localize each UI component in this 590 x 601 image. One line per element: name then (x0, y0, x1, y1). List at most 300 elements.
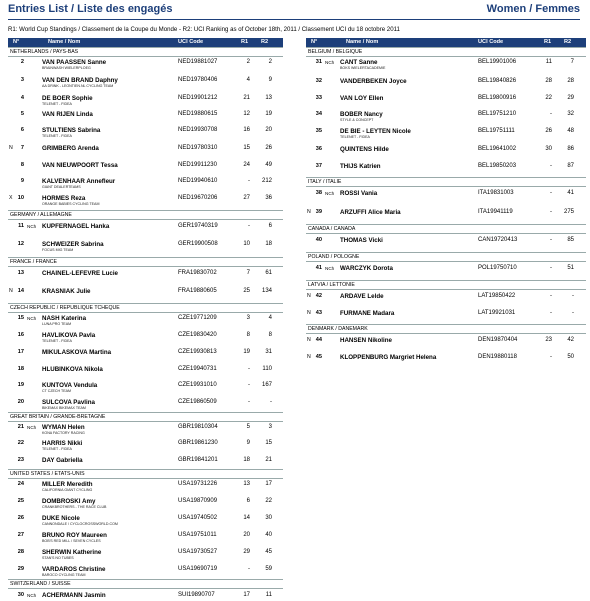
rider-name: VARDAROS Christine (42, 566, 106, 573)
rider-team: BIKEMAX BIKEMAX TEAM (42, 406, 86, 410)
entry-number: 3 (20, 77, 24, 83)
entry-category: NCh (325, 266, 335, 271)
rider-name: VAN LOY Ellen (340, 95, 384, 102)
rider-team: CANNONDALE / CYCLOCROSSWORLD.COM (42, 522, 118, 526)
rank-r2: 36 (265, 195, 272, 201)
entry-number: 40 (315, 237, 322, 243)
country-group: DENMARK / DANEMARK (306, 324, 586, 334)
entry-row (306, 206, 586, 224)
rider-name: CHAINEL-LEFEVRE Lucie (42, 270, 118, 277)
rank-r2: 21 (265, 457, 272, 463)
entry-number: 4 (20, 95, 24, 101)
rank-r2: 212 (261, 178, 272, 184)
uci-code: LAT19921031 (478, 310, 516, 316)
entry-number: 2 (20, 59, 24, 65)
entry-number: 6 (20, 127, 24, 133)
country-group: GREAT BRITAIN / GRANDE-BRETAGNE (8, 412, 283, 422)
entry-row (8, 313, 283, 330)
rank-r1: - (550, 354, 552, 360)
rank-r1: - (248, 178, 250, 184)
entry-row (306, 187, 586, 206)
rider-team: CALIFORNIA GIANT CYCLING (42, 488, 93, 492)
uci-code: BEL19751210 (478, 111, 517, 117)
entry-number: 9 (20, 178, 24, 184)
header-no: N° (311, 39, 318, 45)
rank-r2: 9 (268, 77, 272, 83)
rank-r1: - (550, 310, 552, 316)
rank-r2: 22 (265, 498, 272, 504)
rank-r1: - (550, 237, 552, 243)
uci-code: BEL19840826 (478, 78, 517, 84)
rider-name: ROSSI Vania (340, 190, 378, 197)
entry-category: NCh (325, 191, 335, 196)
entry-number: 18 (17, 366, 24, 372)
entry-number: 23 (17, 457, 24, 463)
country-group: LATVIA / LETTONIE (306, 280, 586, 290)
entry-mark: N (307, 337, 311, 343)
uci-code: USA19870909 (178, 498, 218, 504)
entry-number: 20 (17, 399, 24, 405)
uci-code: NED19940610 (178, 178, 218, 184)
entry-number: 7 (20, 145, 24, 151)
rank-r1: 27 (243, 195, 250, 201)
entry-number: 42 (315, 293, 322, 299)
rank-r2: 20 (265, 127, 272, 133)
entry-number: 45 (315, 354, 322, 360)
rank-r1: - (550, 190, 552, 196)
entry-row (306, 351, 586, 368)
rank-r2: 275 (563, 209, 574, 215)
uci-code: BEL19850203 (478, 163, 517, 169)
rank-r2: 3 (268, 424, 272, 430)
rider-name: ARDAVE Lelde (340, 293, 384, 300)
rider-name: KUNTOVA Vendula (42, 382, 98, 389)
entry-row (8, 454, 283, 469)
uci-code: NED19901212 (178, 95, 218, 101)
entry-number: 33 (315, 95, 322, 101)
rank-r2: 45 (265, 549, 272, 555)
entry-row (8, 267, 283, 285)
rank-r1: 4 (246, 77, 250, 83)
rank-r2: 41 (567, 190, 574, 196)
header-r1: R1 (544, 39, 552, 45)
entry-row (306, 126, 586, 143)
rank-r1: 18 (243, 457, 250, 463)
entry-number: 43 (315, 310, 322, 316)
rank-r1: 15 (243, 145, 250, 151)
rank-r1: 16 (243, 127, 250, 133)
entry-row (8, 142, 283, 159)
rider-name: THOMAS Vicki (340, 237, 383, 244)
rank-r1: 7 (246, 270, 250, 276)
rider-team: TELENET - FIDEA (42, 102, 72, 106)
rider-name: CANT Sanne (340, 59, 378, 66)
entry-number: 27 (17, 532, 24, 538)
rank-r2: 61 (265, 270, 272, 276)
uci-code: NED19880615 (178, 111, 218, 117)
rider-name: DE BOER Sophie (42, 95, 93, 102)
entry-number: 8 (20, 162, 24, 168)
rank-r1: 3 (246, 315, 250, 321)
rank-r1: 11 (545, 59, 552, 65)
rider-name: VAN DEN BRAND Daphny (42, 77, 118, 84)
rider-team: BOKS WIELERTACADEMIE (340, 66, 386, 70)
rider-name: VAN PAASSEN Sanne (42, 59, 107, 66)
header-rule (8, 19, 580, 20)
header-no: N° (13, 39, 20, 45)
header-r1: R1 (241, 39, 249, 45)
entry-row (306, 92, 586, 109)
country-group: ITALY / ITALIE (306, 177, 586, 187)
entry-number: 16 (17, 332, 24, 338)
rider-name: DE BIE - LEYTEN Nicole (340, 128, 411, 135)
entry-row (8, 108, 283, 125)
uci-code: USA19690719 (178, 566, 218, 572)
uci-code: USA19740502 (178, 515, 218, 521)
rank-r2: 30 (265, 515, 272, 521)
uci-code: USA19751011 (178, 532, 217, 538)
rank-r1: 24 (243, 162, 250, 168)
rider-name: MIKULASKOVA Martina (42, 349, 112, 356)
entry-number: 44 (315, 337, 322, 343)
uci-code: CZE19931010 (178, 382, 217, 388)
rank-r2: 15 (265, 440, 272, 446)
rider-name: WYMAN Helen (42, 424, 85, 431)
rank-r1: 17 (243, 592, 250, 598)
rank-r2: 86 (567, 146, 574, 152)
rider-name: BRUNO ROY Maureen (42, 532, 107, 539)
rider-team: STYLE & CONCEPT (340, 118, 374, 122)
rank-r2: 134 (261, 288, 272, 294)
rank-r2: 31 (265, 349, 272, 355)
page-header (8, 3, 580, 17)
entry-mark: N (307, 209, 311, 215)
rank-r2: 51 (567, 265, 574, 271)
entry-category: NCh (325, 60, 335, 65)
rider-name: KRASNIAK Julie (42, 288, 91, 295)
uci-code: GER19740319 (178, 223, 218, 229)
header-name: Name / Nom (48, 39, 81, 45)
rider-team: AA DRINK - LEONTIEN.NL CYCLING TEAM (42, 84, 114, 88)
header-code: UCI Code (178, 39, 204, 45)
rank-r2: 87 (567, 163, 574, 169)
entry-category: NCh (27, 224, 37, 229)
rank-r2: 29 (567, 95, 574, 101)
uci-code: SUI19890707 (178, 592, 215, 598)
rank-r2: 110 (262, 366, 272, 372)
rider-team: CRANKBROTHERS - THE RACE CLUB (42, 505, 107, 509)
rider-name: HORMES Reza (42, 195, 86, 202)
uci-code: FRA19880605 (178, 288, 217, 294)
rider-team: BOB'S RED MILL / SEVEN CYCLES (42, 539, 101, 543)
entry-number: 30 (17, 592, 24, 598)
rider-name: SULCOVA Pavlina (42, 399, 95, 406)
entry-row (8, 57, 283, 75)
rank-r1: 22 (545, 95, 552, 101)
table-header (306, 38, 586, 47)
entry-row (306, 143, 586, 160)
rank-r1: 12 (243, 111, 250, 117)
uci-code: USA19730527 (178, 549, 218, 555)
entry-row (306, 75, 586, 92)
rank-r1: 19 (243, 349, 250, 355)
rider-name: SCHWEIZER Sabrina (42, 241, 104, 248)
rank-r2: 4 (268, 315, 272, 321)
rank-r2: 13 (265, 95, 272, 101)
entry-number: 36 (315, 146, 322, 152)
rank-r1: - (248, 366, 250, 372)
uci-code: CZE19930813 (178, 349, 217, 355)
entry-mark: N (307, 354, 311, 360)
rank-r2: 19 (265, 111, 272, 117)
uci-code: FRA19830702 (178, 270, 217, 276)
rider-name: NASH Katerina (42, 315, 87, 322)
rank-r2: 8 (268, 332, 272, 338)
rider-team: CT CZECH TEAM (42, 389, 72, 393)
rider-name: STULTIENS Sabrina (42, 127, 101, 134)
rider-name: DUKE Nicole (42, 515, 80, 522)
uci-code: NED19930708 (178, 127, 218, 133)
rider-team: BRAINWASH WIELERPLOEG (42, 66, 91, 70)
entry-number: 39 (315, 209, 322, 215)
entries-column-left (8, 38, 283, 601)
uci-code: CZE19940731 (178, 366, 217, 372)
entry-row (8, 330, 283, 346)
rank-r2: 32 (567, 111, 574, 117)
category-title: Women / Femmes (486, 3, 580, 15)
rider-name: KUPFERNAGEL Hanka (42, 223, 110, 230)
rider-name: KLOPPENBURG Margriet Helena (340, 354, 437, 361)
rank-r1: - (550, 265, 552, 271)
rider-name: VAN NIEUWPOORT Tessa (42, 162, 118, 169)
entry-row (8, 564, 283, 579)
uci-code: GER19900508 (178, 241, 218, 247)
uci-code: GBR19841201 (178, 457, 218, 463)
entry-number: 10 (17, 195, 24, 201)
entry-row (306, 290, 586, 307)
rank-r2: 28 (567, 78, 574, 84)
rider-name: MILLER Meredith (42, 481, 93, 488)
uci-code: BEL19901006 (478, 59, 517, 65)
rank-r1: 10 (243, 241, 250, 247)
rank-r1: 14 (243, 515, 250, 521)
entry-row (8, 93, 283, 108)
entry-number: 11 (18, 223, 24, 229)
rank-r2: - (572, 293, 574, 299)
entry-number: 26 (17, 515, 24, 521)
rider-team: TELENET - FIDEA (42, 339, 72, 343)
table-header (8, 38, 283, 47)
entry-mark: N (307, 293, 311, 299)
entry-mark: N (307, 310, 311, 316)
country-group: BELGIUM / BELGIQUE (306, 47, 586, 57)
rank-r1: - (248, 566, 250, 572)
rank-r2: 7 (570, 59, 574, 65)
rank-r1: - (550, 163, 552, 169)
country-group: CANADA / CANADA (306, 224, 586, 234)
rank-r2: 11 (265, 592, 272, 598)
entry-number: 34 (315, 111, 322, 117)
entry-category: NCh (27, 316, 37, 321)
uci-code: NED19670206 (178, 195, 218, 201)
uci-code: DEN19870404 (478, 337, 518, 343)
country-group: FRANCE / FRANCE (8, 257, 283, 267)
rider-team: FOCUS MIG TEAM (42, 248, 74, 252)
entry-row (8, 346, 283, 363)
country-group: SWITZERLAND / SUISSE (8, 579, 283, 589)
entry-number: 38 (315, 190, 322, 196)
entry-number: 17 (17, 349, 24, 355)
entry-row (8, 75, 283, 93)
rider-name: FURMANE Madara (340, 310, 395, 317)
rider-team: LUNA PRO TEAM (42, 322, 72, 326)
uci-code: GBR19861230 (178, 440, 218, 446)
rider-team: STAN'S NO TUBES (42, 556, 74, 560)
entry-category: NCh (27, 593, 37, 598)
entry-row (8, 159, 283, 176)
entry-number: 25 (17, 498, 24, 504)
entry-row (306, 307, 586, 324)
header-r2: R2 (261, 39, 269, 45)
rank-r1: - (550, 209, 552, 215)
entry-number: 19 (17, 382, 24, 388)
rider-name: HAVLIKOVA Pavla (42, 332, 96, 339)
country-group: NETHERLANDS / PAYS-BAS (8, 47, 283, 57)
rank-r1: 21 (243, 95, 250, 101)
entry-row (8, 176, 283, 193)
uci-code: POL19750710 (478, 265, 517, 271)
uci-code: LAT19850422 (478, 293, 516, 299)
uci-code: CAN19720413 (478, 237, 518, 243)
rank-r1: 8 (246, 332, 250, 338)
entry-row (8, 547, 283, 564)
entry-row (306, 334, 586, 351)
rank-r1: - (550, 111, 552, 117)
uci-code: NED19911230 (178, 162, 217, 168)
entry-row (8, 438, 283, 454)
rider-name: HARRIS Nikki (42, 440, 83, 447)
entry-row (8, 193, 283, 210)
uci-code: BEL19751111 (478, 128, 515, 134)
rank-r1: 28 (545, 78, 552, 84)
entry-row (8, 589, 283, 601)
entry-mark: N (9, 145, 13, 151)
rider-name: KALVENHAAR Annefleur (42, 178, 116, 185)
entry-row (306, 109, 586, 126)
entry-number: 21 (17, 424, 24, 430)
entry-number: 15 (17, 315, 24, 321)
entry-number: 22 (17, 440, 24, 446)
rank-r1: 26 (545, 128, 552, 134)
rider-name: HLUBINKOVA Nikola (42, 366, 103, 373)
rider-name: QUINTENS Hilde (340, 146, 389, 153)
rank-r2: 40 (265, 532, 272, 538)
rider-name: ARZUFFI Alice Maria (340, 209, 401, 216)
entry-number: 5 (20, 111, 24, 117)
rank-r2: 17 (265, 481, 272, 487)
entry-row (8, 513, 283, 530)
header-code: UCI Code (478, 39, 504, 45)
rider-team: BAROCO CYCLING TEAM (42, 573, 86, 577)
rank-r1: - (248, 223, 250, 229)
rider-team: TELENET - FIDEA (42, 447, 72, 451)
entries-column-right (306, 38, 586, 368)
header-name: Name / Nom (346, 39, 379, 45)
entry-number: 37 (315, 163, 322, 169)
rank-r1: 6 (246, 498, 250, 504)
rank-r1: 25 (243, 288, 250, 294)
country-group: UNITED STATES / ETATS-UNIS (8, 469, 283, 479)
entry-number: 35 (315, 128, 322, 134)
entry-row (306, 234, 586, 252)
rank-r2: 26 (265, 145, 272, 151)
rank-r1: 23 (545, 337, 552, 343)
rider-team: KONA FACTORY RACING (42, 431, 85, 435)
rider-name: DAY Gabriella (42, 457, 83, 464)
rank-r1: 29 (243, 549, 250, 555)
uci-code: ITA19831003 (478, 190, 514, 196)
rank-r1: 9 (246, 440, 250, 446)
rank-r1: - (248, 399, 250, 405)
uci-code: NED19881027 (178, 59, 218, 65)
uci-code: NED19780310 (178, 145, 218, 151)
entry-number: 41 (315, 265, 322, 271)
rider-team: GIANT DEALERTEAMS (42, 185, 81, 189)
rank-r2: 2 (268, 59, 272, 65)
rider-name: HANSEN Nikoline (340, 337, 392, 344)
rank-r2: 167 (261, 382, 272, 388)
rider-name: BOBER Nancy (340, 111, 383, 118)
rank-r2: 59 (265, 566, 272, 572)
entry-row (8, 397, 283, 412)
rank-r2: 49 (265, 162, 272, 168)
uci-code: USA19731226 (178, 481, 218, 487)
uci-code: DEN19880118 (478, 354, 517, 360)
entry-mark: N (9, 288, 13, 294)
rank-r1: - (550, 293, 552, 299)
entry-row (306, 57, 586, 75)
entry-row (8, 422, 283, 438)
entry-row (8, 496, 283, 513)
uci-code: GBR19810304 (178, 424, 218, 430)
rank-r2: 42 (567, 337, 574, 343)
entry-number: 28 (17, 549, 24, 555)
uci-code: ITA19941119 (478, 209, 513, 215)
entry-number: 24 (17, 481, 24, 487)
country-group: CZECH REPUBLIC / REPUBLIQUE TCHEQUE (8, 303, 283, 313)
rank-r1: 13 (243, 481, 250, 487)
entry-row (8, 479, 283, 496)
rider-team: ORANGE BABIES CYCLING TEAM (42, 202, 100, 206)
entry-row (8, 285, 283, 303)
entry-row (8, 239, 283, 257)
rider-name: ACHERMANN Jasmin (42, 592, 106, 599)
entry-row (8, 363, 283, 380)
rank-r2: 18 (265, 241, 272, 247)
rider-name: THIJS Katrien (340, 163, 381, 170)
rank-r2: 50 (567, 354, 574, 360)
entry-category: NCh (27, 425, 37, 430)
uci-code: BEL19641002 (478, 146, 517, 152)
rider-name: VAN RIJEN Linda (42, 111, 93, 118)
rank-r1: 30 (545, 146, 552, 152)
entry-number: 29 (17, 566, 24, 572)
rider-team: TELENET - FIDEA (42, 134, 72, 138)
entry-row (8, 530, 283, 547)
entry-row (306, 262, 586, 280)
entry-row (8, 125, 283, 142)
subtitle: R1: World Cup Standings / Classement de la Coupe du Monde - R2: UCI Ranking as of October 18th, 2011 / Classement UCI du 18 octobre 2011 (8, 26, 400, 33)
